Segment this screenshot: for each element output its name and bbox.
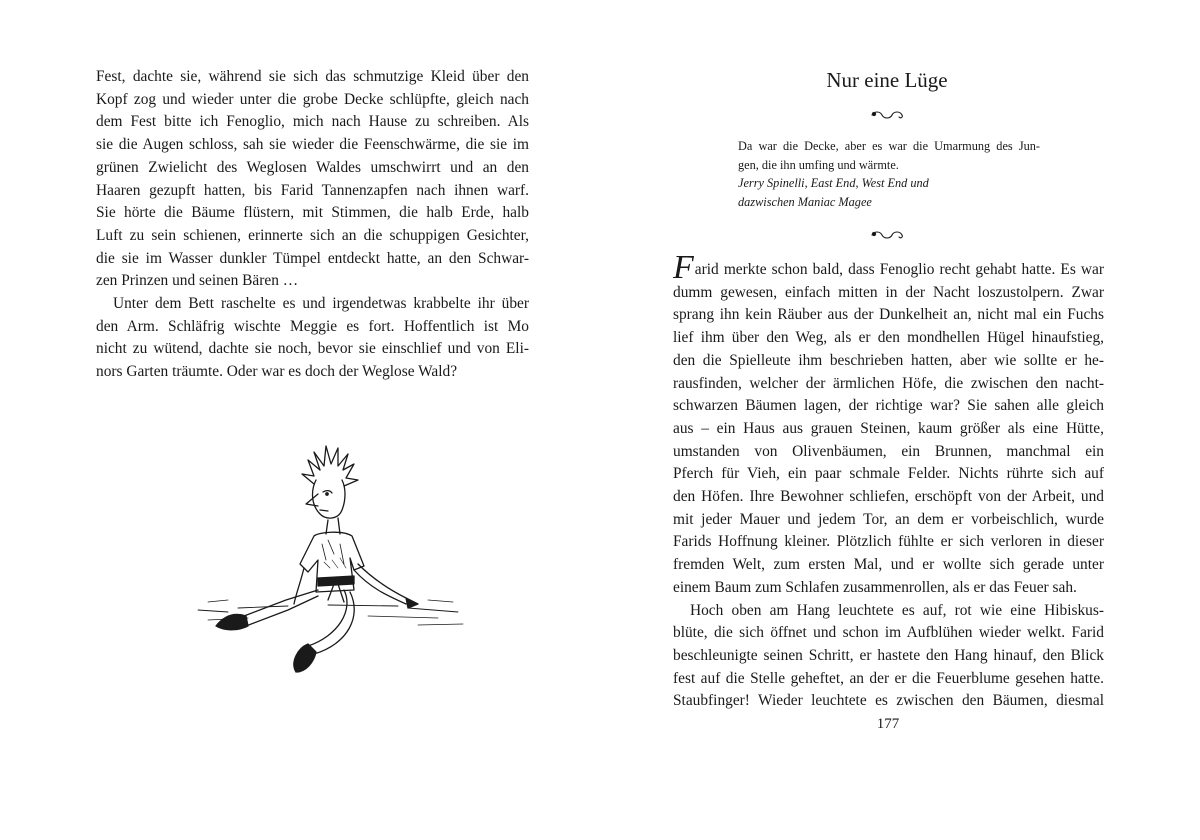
text-line: zen Prinzen und seinen Bären … (96, 272, 299, 290)
text-line: rausfinden, welcher der ärmlichen Höfe, die zwischen den nacht- (673, 374, 1104, 392)
text-line: dumm gewesen, einfach mitten in der Nacht loszustolpern. Zwar (673, 283, 1104, 301)
floral-ornament-icon (868, 227, 908, 241)
text-line: Fest, dachte sie, während sie sich das schmutzige Kleid über den (96, 68, 529, 85)
text-line: Pferch für Vieh, ein paar schmale Felder. Nichts rührte sich auf (673, 465, 1104, 483)
left-page-text (96, 66, 529, 384)
left-paragraph-1 (96, 66, 529, 293)
epigraph-source-line: Jerry Spinelli, East End, West End und (738, 176, 929, 190)
text-line: Haaren gezupft hatten, bis Farid Tannenzapfen nach ihnen warf. (96, 181, 529, 199)
text-line: Sie hörte die Bäume flüstern, mit Stimmen, die halb Erde, halb (96, 204, 529, 222)
text-line: dem Fest bitte ich Fenoglio, mich nach Hause zu schreiben. Als (96, 113, 529, 131)
text-line: Hoch oben am Hang leuchtete es auf, rot wie eine Hibiskus- (690, 601, 1104, 619)
epigraph (738, 137, 1040, 211)
text-line: einem Baum zum Schlafen zusammenrollen, als er das Feuer sah. (673, 578, 1077, 596)
girl-sitting-on-floor-illustration (168, 440, 468, 700)
floral-ornament-icon (868, 107, 908, 121)
epigraph-quote-line: gen, die ihn umfing und wärmte. (738, 157, 899, 172)
text-line: den Arm. Schläfrig wischte Meggie es fort. Hoffentlich ist Mo (96, 317, 529, 335)
text-line: fremden Welt, zum ersten Mal, und er wollte sich gerade unter (673, 556, 1104, 574)
text-line: aus – ein Haus aus grauen Steinen, kaum größer als eine Hütte, (673, 419, 1104, 437)
right-paragraph-1 (673, 249, 1104, 600)
text-line: grünen Zwielicht des Weglosen Waldes umschwirrt und an den (96, 158, 529, 176)
epigraph-quote-line: Da war die Decke, aber es war die Umarmung des Jun- (738, 139, 1040, 153)
right-paragraph-2 (673, 600, 1104, 714)
chapter-title: Nur eine Lüge (826, 68, 948, 92)
right-page-text (673, 249, 1104, 713)
right-page (600, 0, 1200, 840)
text-line: lief ihm über den Weg, als er den mondhellen Hügel hinaufstieg, (673, 329, 1104, 347)
text-line: Kopf zog und wieder unter die grobe Decke schlüpfte, gleich nach (96, 90, 529, 108)
text-line (673, 249, 1104, 286)
first-line-text: arid merkte schon bald, dass Fenoglio recht gehabt hatte. Es war (694, 261, 1104, 278)
text-line: den die Spielleute ihm beschrieben hatten, aber wie sollte er he- (673, 351, 1104, 369)
epigraph-source-line: dazwischen Maniac Magee (738, 194, 872, 209)
text-line: den Höfen. Ihre Bewohner schliefen, erschöpft von der Arbeit, und (673, 488, 1104, 506)
text-line: Farids Hoffnung kleiner. Plötzlich fühlte er sich verloren in dieser (673, 533, 1104, 551)
text-line: sie die Augen schloss, sah sie wieder die Feenschwärme, die sie im (96, 136, 529, 154)
text-line: sprang ihn kein Räuber aus der Dunkelheit an, nicht mal ein Fuchs (673, 306, 1104, 324)
text-line: Staubfinger! Wieder leuchtete es zwischen den Bäumen, diesmal (673, 692, 1104, 710)
text-line: Unter dem Bett raschelte es und irgendetwas krabbelte ihr über (113, 295, 529, 313)
text-line: nors Garten träumte. Oder war es doch der Weglose Wald? (96, 363, 458, 381)
page-number: 177 (876, 716, 900, 732)
text-line: Luft zu sein schienen, erinnerte sich an die schuppigen Gesichter, (96, 226, 529, 244)
left-paragraph-2 (96, 293, 529, 384)
text-line: schwarzen Bäumen lagen, der richtige war? Sie sahen alle gleich (673, 397, 1104, 415)
text-line: beschleunigte seinen Schritt, er hastete den Hang hinauf, den Blick (673, 646, 1104, 664)
text-line: mit jeder Mauer und jedem Tor, an dem er vorbeischlich, wurde (673, 510, 1104, 528)
text-line: blüte, die sich öffnet und schon im Aufblühen wieder welkt. Farid (673, 624, 1104, 642)
drop-cap: F (673, 249, 694, 286)
text-line: umstanden von Olivenbäumen, ein Brunnen, manchmal ein (673, 442, 1104, 460)
text-line: fest auf die Stelle geheftet, an der er die Feuerblume gesehen hatte. (673, 669, 1104, 687)
text-line: die sie im Wasser dunkler Tümpel entdeckt hatte, an den Schwar- (96, 249, 529, 267)
text-line: nicht zu wütend, dachte sie noch, bevor sie einschlief und von Eli- (96, 340, 529, 358)
